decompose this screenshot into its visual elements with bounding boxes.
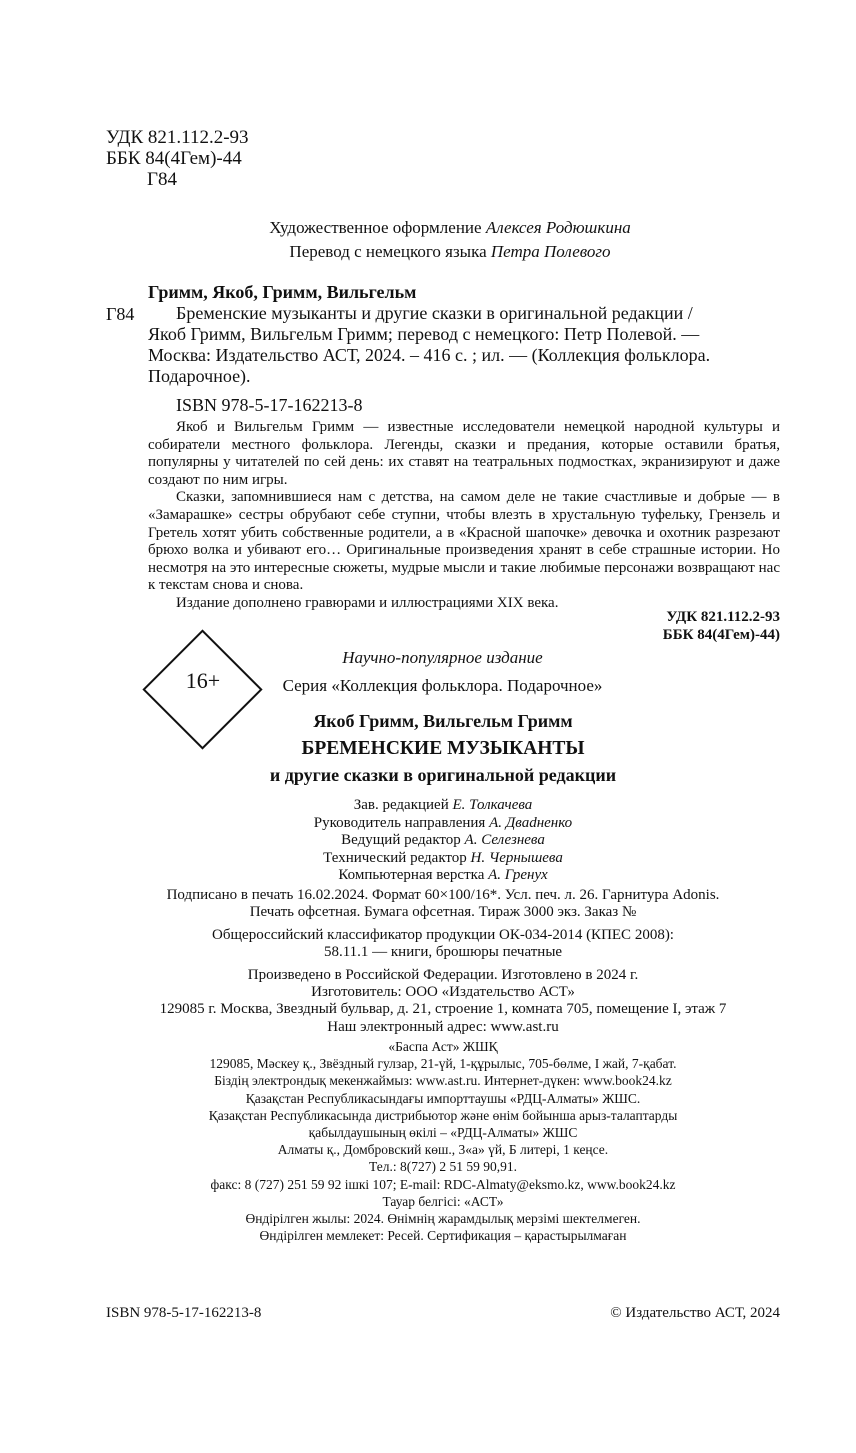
imprint-line: Подписано в печать 16.02.2024. Формат 60×100/16*. Усл. печ. л. 26. Гарнитура Adonis. <box>166 887 720 903</box>
kz-line: 129085, Мәскеу қ., Звёздный гулзар, 21-үй, 1-құрылыс, 705-бөлме, I жай, 7-қабат. <box>209 1056 677 1072</box>
abstract-bbk: ББК 84(4Гем)-44) <box>662 627 780 643</box>
staff-line: Компьютерная верстка А. Гренух <box>338 867 548 884</box>
kz-line: «Баспа Аст» ЖШҚ <box>388 1039 498 1054</box>
book-subtitle: и другие сказки в оригинальной редакции <box>269 765 617 785</box>
credits <box>200 216 700 264</box>
imprint <box>100 887 786 1036</box>
bib-line: Москва: Издательство АСТ, 2024. – 416 с. ; ил. — (Коллекция фольклора. <box>148 345 711 365</box>
kz-line: Біздің электрондық мекенжаймыз: www.ast.ru. Интернет-дүкен: www.book24.kz <box>214 1073 672 1089</box>
kazakh-imprint <box>100 1038 786 1244</box>
bibliography-mark: Г84 <box>106 304 135 324</box>
kz-line: Тауар белгісі: «АСТ» <box>382 1193 504 1209</box>
imprint-line: 58.11.1 — книги, брошюры печатные <box>323 944 563 961</box>
staff-line: Зав. редакцией Е. Толкачева <box>353 797 533 813</box>
book-authors: Якоб Гримм, Вильгельм Гримм <box>313 711 573 731</box>
kz-line: Қазақстан Республикасында дистрибьютор және өнім бойынша арыз-талаптарды <box>208 1107 678 1123</box>
series-name: Серия «Коллекция фольклора. Подарочное» <box>282 676 603 695</box>
title-block <box>200 708 686 789</box>
bib-line: Бременские музыканты и другие сказки в оригинальной редакции / <box>176 303 693 323</box>
bibliography-description <box>148 303 780 387</box>
bib-line: Якоб Гримм, Вильгельм Гримм; перевод с немецкого: Петр Полевой. — <box>148 324 700 344</box>
imprint-line: Произведено в Российской Федерации. Изготовлено в 2024 г. <box>247 966 639 983</box>
imprint-line: Наш электронный адрес: www.ast.ru <box>327 1018 559 1035</box>
imprint-line: 129085 г. Москва, Звездный бульвар, д. 21, строение 1, комната 705, помещение I, этаж 7 <box>159 1001 727 1018</box>
bbk-code: ББК 84(4Гем)-44 <box>106 148 242 169</box>
imprint-line: Изготовитель: ООО «Издательство АСТ» <box>311 984 575 1001</box>
kz-line: Өндірілген жылы: 2024. Өнімнің жарамдылық мерзімі шектелмеген. <box>245 1211 641 1227</box>
udk-code: УДК 821.112.2-93 <box>106 127 249 148</box>
bibliography-author: Гримм, Якоб, Гримм, Вильгельм <box>148 282 417 302</box>
kz-line: Тел.: 8(727) 2 51 59 90,91. <box>369 1159 517 1175</box>
kz-line: факс: 8 (727) 251 59 92 ішкі 107; E-mail: RDC-Almaty@eksmo.kz, www.book24.kz <box>210 1176 676 1192</box>
author-mark: Г84 <box>147 169 177 190</box>
abstract-udk: УДК 821.112.2-93 <box>666 609 780 625</box>
bibliography-isbn: ISBN 978-5-17-162213-8 <box>176 395 363 415</box>
translation-credit: Перевод с немецкого языка Петра Полевого <box>289 242 611 261</box>
edition-type: Научно-популярное издание <box>342 648 543 667</box>
kz-line: Қазақстан Республикасындағы импорттаушы «РДЦ-Алматы» ЖШС. <box>245 1090 641 1106</box>
footer-isbn: ISBN 978-5-17-162213-8 <box>106 1305 262 1321</box>
kz-line: қабылдаушының өкілі – «РДЦ-Алматы» ЖШС <box>308 1125 578 1141</box>
abstract-codes <box>663 608 780 644</box>
staff-line: Ведущий редактор А. Селезнева <box>341 832 545 849</box>
abstract-paragraph: Сказки, запомнившиеся нам с детства, на самом деле не такие счастливые и добрые — в «Замарашке» сестры обрубают себе ступни, чтобы влезть в хрустальную туфельку, Грензель и Гретель хотят убить собственные родители, а в «Красной шапочке» девочка и охотник разрезают брюхо волка и убивают его… Оригинальные произведения хранят в себе страшные истории. Но несмотря на это интересные сюжеты, мудрые мысли и такие любимые персонажи возвращают нас к текстам снова и снова. <box>148 489 780 594</box>
abstract <box>148 419 780 613</box>
kz-line: Өндірілген мемлекет: Ресей. Сертификация – қарастырылмаған <box>259 1228 627 1244</box>
classification-codes <box>106 127 249 190</box>
edition-info <box>260 644 625 700</box>
abstract-paragraph: Издание дополнено гравюрами и иллюстрациями XIX века. <box>176 594 559 611</box>
staff-line: Технический редактор Н. Чернышева <box>323 849 563 866</box>
imprint-line: Печать офсетная. Бумага офсетная. Тираж 3000 экз. Заказ № <box>249 904 637 921</box>
abstract-paragraph: Якоб и Вильгельм Гримм — известные исследователи немецкой народной культуры и собиратели местного фольклора. Легенды, сказки и предания, которые оставили братья, популярны у читателей по сей день: их ставят на театральных подмостках, экранизируют и даже создают по ним игры. <box>148 419 780 488</box>
kz-line: Алматы қ., Домбровский көш., 3«а» үй, Б литері, 1 кеңсе. <box>277 1142 609 1158</box>
bib-line: Подарочное). <box>148 366 251 386</box>
age-rating: 16+ <box>185 668 221 693</box>
design-credit: Художественное оформление Алексея Родюшкина <box>269 218 631 237</box>
editorial-staff <box>200 797 686 885</box>
imprint-line: Общероссийский классификатор продукции ОК-034-2014 (КПЕС 2008): <box>212 926 674 943</box>
staff-line: Руководитель направления А. Дваdненко <box>313 814 573 831</box>
book-title: БРЕМЕНСКИЕ МУЗЫКАНТЫ <box>301 738 585 759</box>
footer-copyright: © Издательство АСТ, 2024 <box>610 1305 780 1321</box>
